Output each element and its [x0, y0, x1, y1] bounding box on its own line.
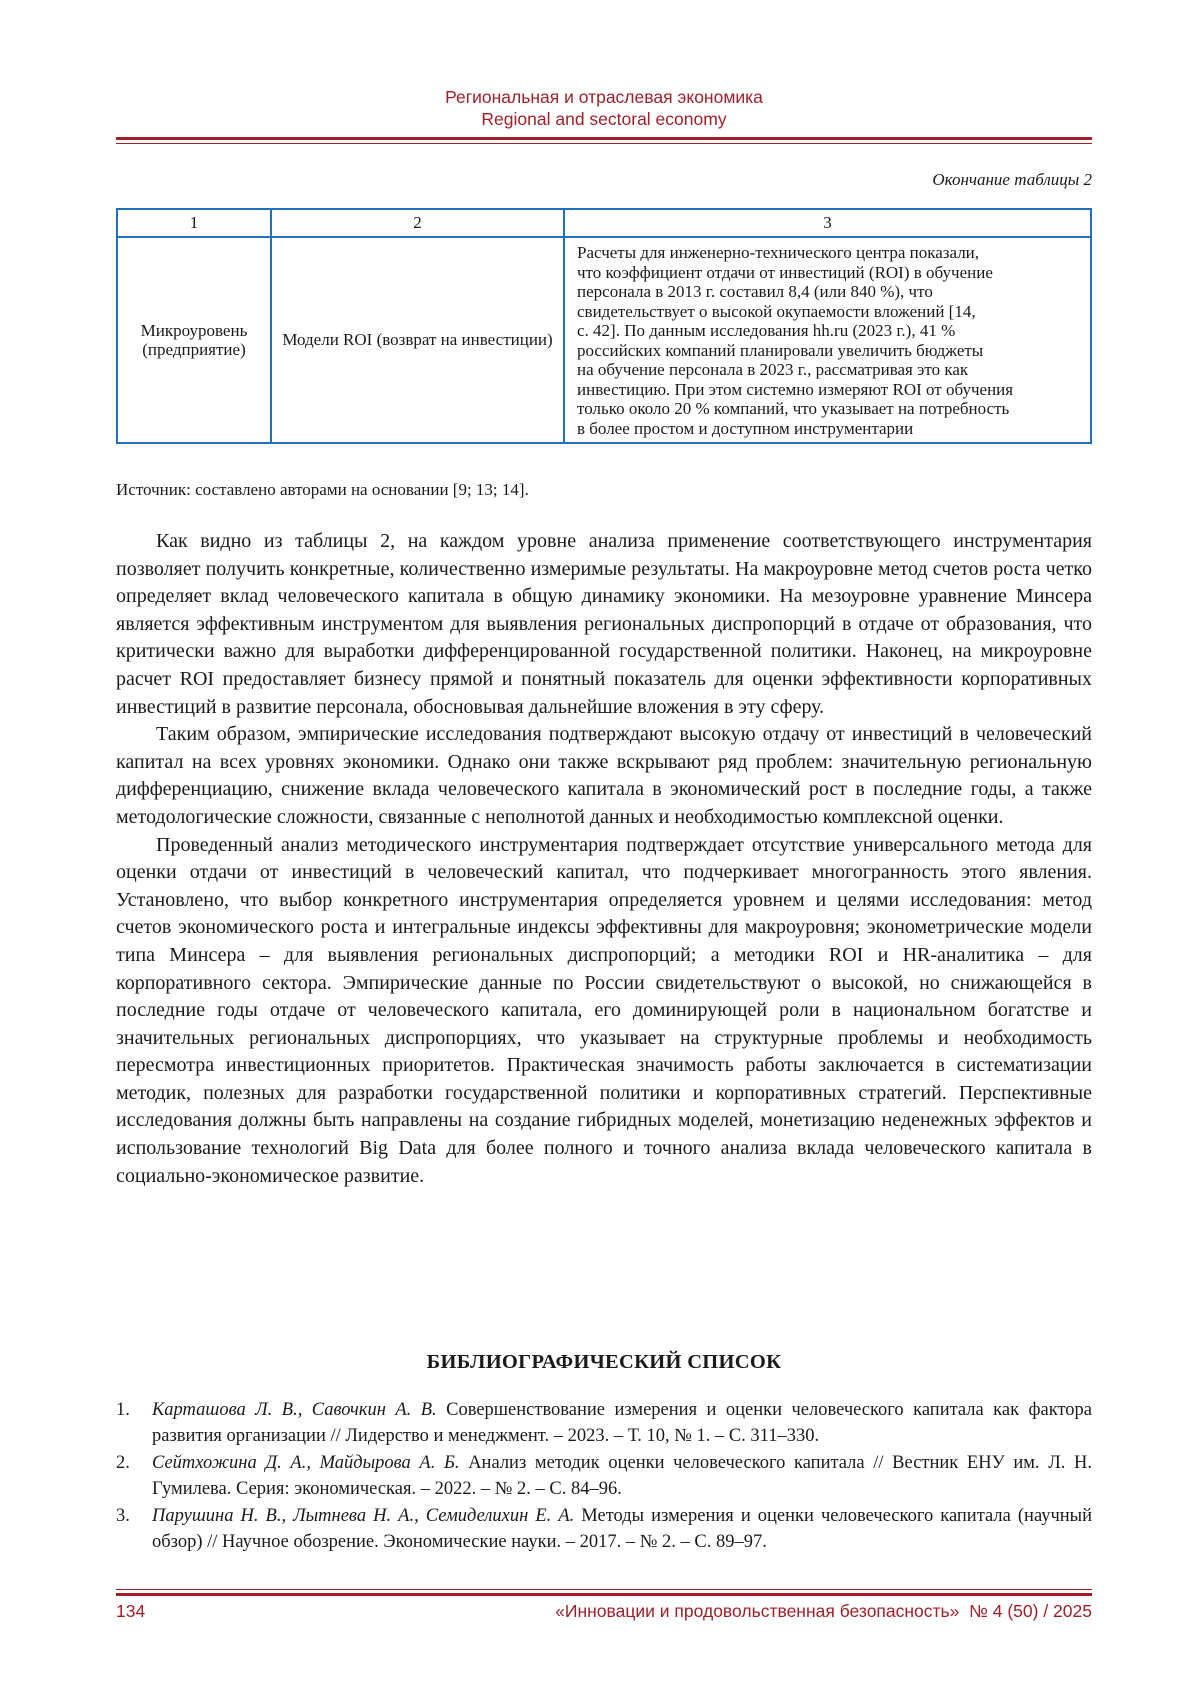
- footer-rule-thin: [116, 1589, 1092, 1590]
- bibliography-number: 3.: [116, 1506, 130, 1526]
- bibliography-number: 1.: [116, 1400, 130, 1420]
- paragraph: Таким образом, эмпирические исследования подтверждают высокую отдачу от инвестиций в человеческий капитал на всех уровнях экономики. Однако они также вскрывают ряд проблем: значительную региональную дифференциацию, снижение вклада человеческого капитала в экономический рост в последние годы, а также методологические сложности, связанные с неполнотой данных и необходимостью комплексной оценки.: [116, 723, 1092, 828]
- body-text: [116, 528, 1092, 1190]
- bibliography-title: БИБЛИОГРАФИЧЕСКИЙ СПИСОК: [426, 1351, 782, 1373]
- header-title-ru: Региональная и отраслевая экономика: [445, 87, 763, 107]
- page-number: 134: [116, 1601, 146, 1621]
- header-rule-thin: [116, 143, 1092, 144]
- running-header: [116, 86, 1092, 130]
- table-header-cell: 2: [271, 209, 564, 237]
- description-line: с. 42]. По данным исследования hh.ru (2023 г.), 41 %: [577, 321, 956, 340]
- bibliography-authors: Сейтхожина Д. А., Майдырова А. Б.: [152, 1453, 460, 1473]
- table-row: [117, 237, 1091, 443]
- table-cell-description: [564, 237, 1091, 443]
- table-caption: Окончание таблицы 2: [932, 170, 1092, 189]
- paragraph: Проведенный анализ методического инструментария подтверждает отсутствие универсального метода для оценки отдачи от инвестиций в человеческий капитал, что подчеркивает многогранность этого явления. Установлено, что выбор конкретного инструментария определяется уровнем и целями исследования: метод счетов экономического роста и интегральные индексы эффективны для макроуровня; эконометрические модели типа Минсера – для выявления региональных диспропорций; а методики ROI и HR-аналитика – для корпоративного сектора. Эмпирические данные по России свидетельствуют о высокой, но снижающейся в последние годы отдаче от человеческого капитала, его доминирующей роли в национальном богатстве и значительных региональных диспропорциях, что указывает на структурные проблемы и необходимость пересмотра инвестиционных приоритетов. Практическая значимость работы заключается в систематизации методик, полезных для разработки государственной политики и корпоративных стратегий. Перспективные исследования должны быть направлены на создание гибридных моделей, монетизацию неденежных эффектов и использование технологий Big Data для более полного и точного анализа вклада человеческого капитала в социально-экономическое развитие.: [116, 833, 1092, 1187]
- description-line: в более простом и доступном инструментарии: [577, 418, 914, 438]
- bibliography-text: Методы измерения и оценки человеческого капитала (научный обзор) // Научное обозрение. Экономические науки. – 2017. – № 2. – С. 89–97.: [152, 1506, 1092, 1552]
- description-line: на обучение персонала в 2023 г., рассматривая это как: [577, 360, 969, 379]
- table-header-cell: 3: [564, 209, 1091, 237]
- bibliography-item: [116, 1397, 1092, 1449]
- bibliography-text: Совершенствование измерения и оценки человеческого капитала как фактора развития организации // Лидерство и менеджмент. – 2023. – Т. 10, № 1. – С. 311–330.: [152, 1400, 1092, 1446]
- description-line: персонала в 2013 г. составил 8,4 (или 840 %), что: [577, 282, 933, 301]
- bibliography-authors: Парушина Н. В., Лытнева Н. А., Семиделихин Е. А.: [152, 1506, 575, 1526]
- bibliography-item: [116, 1503, 1092, 1555]
- header-title-en: Regional and sectoral economy: [481, 109, 727, 129]
- bibliography-list: [116, 1397, 1092, 1556]
- description-line: российских компаний планировали увеличить бюджеты: [577, 340, 984, 360]
- paragraph: Как видно из таблицы 2, на каждом уровне анализа применение соответствующего инструментария позволяет получить конкретные, количественно измеримые результаты. На макроуровне метод счетов роста четко определяет вклад человеческого капитала в общую динамику экономики. На мезоуровне уравнение Минсера является эффективным инструментом для выявления региональных диспропорций в отдаче от образования, что критически важно для выработки дифференцированной государственной политики. Наконец, на микроуровне расчет ROI предоставляет бизнесу прямой и понятный показатель для оценки эффективности корпоративных инвестиций в развитие персонала, обосновывая дальнейшие вложения в эту сферу.: [116, 530, 1092, 718]
- bibliography-number: 2.: [116, 1453, 130, 1473]
- footer-rule-thick: [116, 1593, 1092, 1596]
- bibliography-authors: Карташова Л. В., Савочкин А. В.: [152, 1400, 437, 1420]
- description-line: что коэффициент отдачи от инвестиций (ROI) в обучение: [577, 262, 993, 282]
- header-rule-thick: [116, 137, 1092, 140]
- data-table: [116, 208, 1092, 444]
- table-cell-model: Модели ROI (возврат на инвестиции): [271, 237, 564, 443]
- bibliography-item: [116, 1450, 1092, 1502]
- table-header-cell: 1: [117, 209, 271, 237]
- table-source-note: Источник: составлено авторами на основании [9; 13; 14].: [116, 480, 529, 499]
- description-line: инвестицию. При этом системно измеряют ROI от обучения: [577, 379, 1014, 399]
- journal-issue: «Инновации и продовольственная безопасность» № 4 (50) / 2025: [555, 1601, 1092, 1621]
- description-line: свидетельствует о высокой окупаемости вложений [14,: [577, 301, 976, 321]
- description-line: Расчеты для инженерно-технического центра показали,: [577, 243, 980, 262]
- table-cell-level: Микроуровень (предприятие): [117, 237, 271, 443]
- bibliography-text: Анализ методик оценки человеческого капитала // Вестник ЕНУ им. Л. Н. Гумилева. Серия: экономическая. – 2022. – № 2. – С. 84–96.: [152, 1453, 1093, 1499]
- description-line: только около 20 % компаний, что указывает на потребность: [577, 399, 1010, 418]
- table-header-row: [117, 209, 1091, 237]
